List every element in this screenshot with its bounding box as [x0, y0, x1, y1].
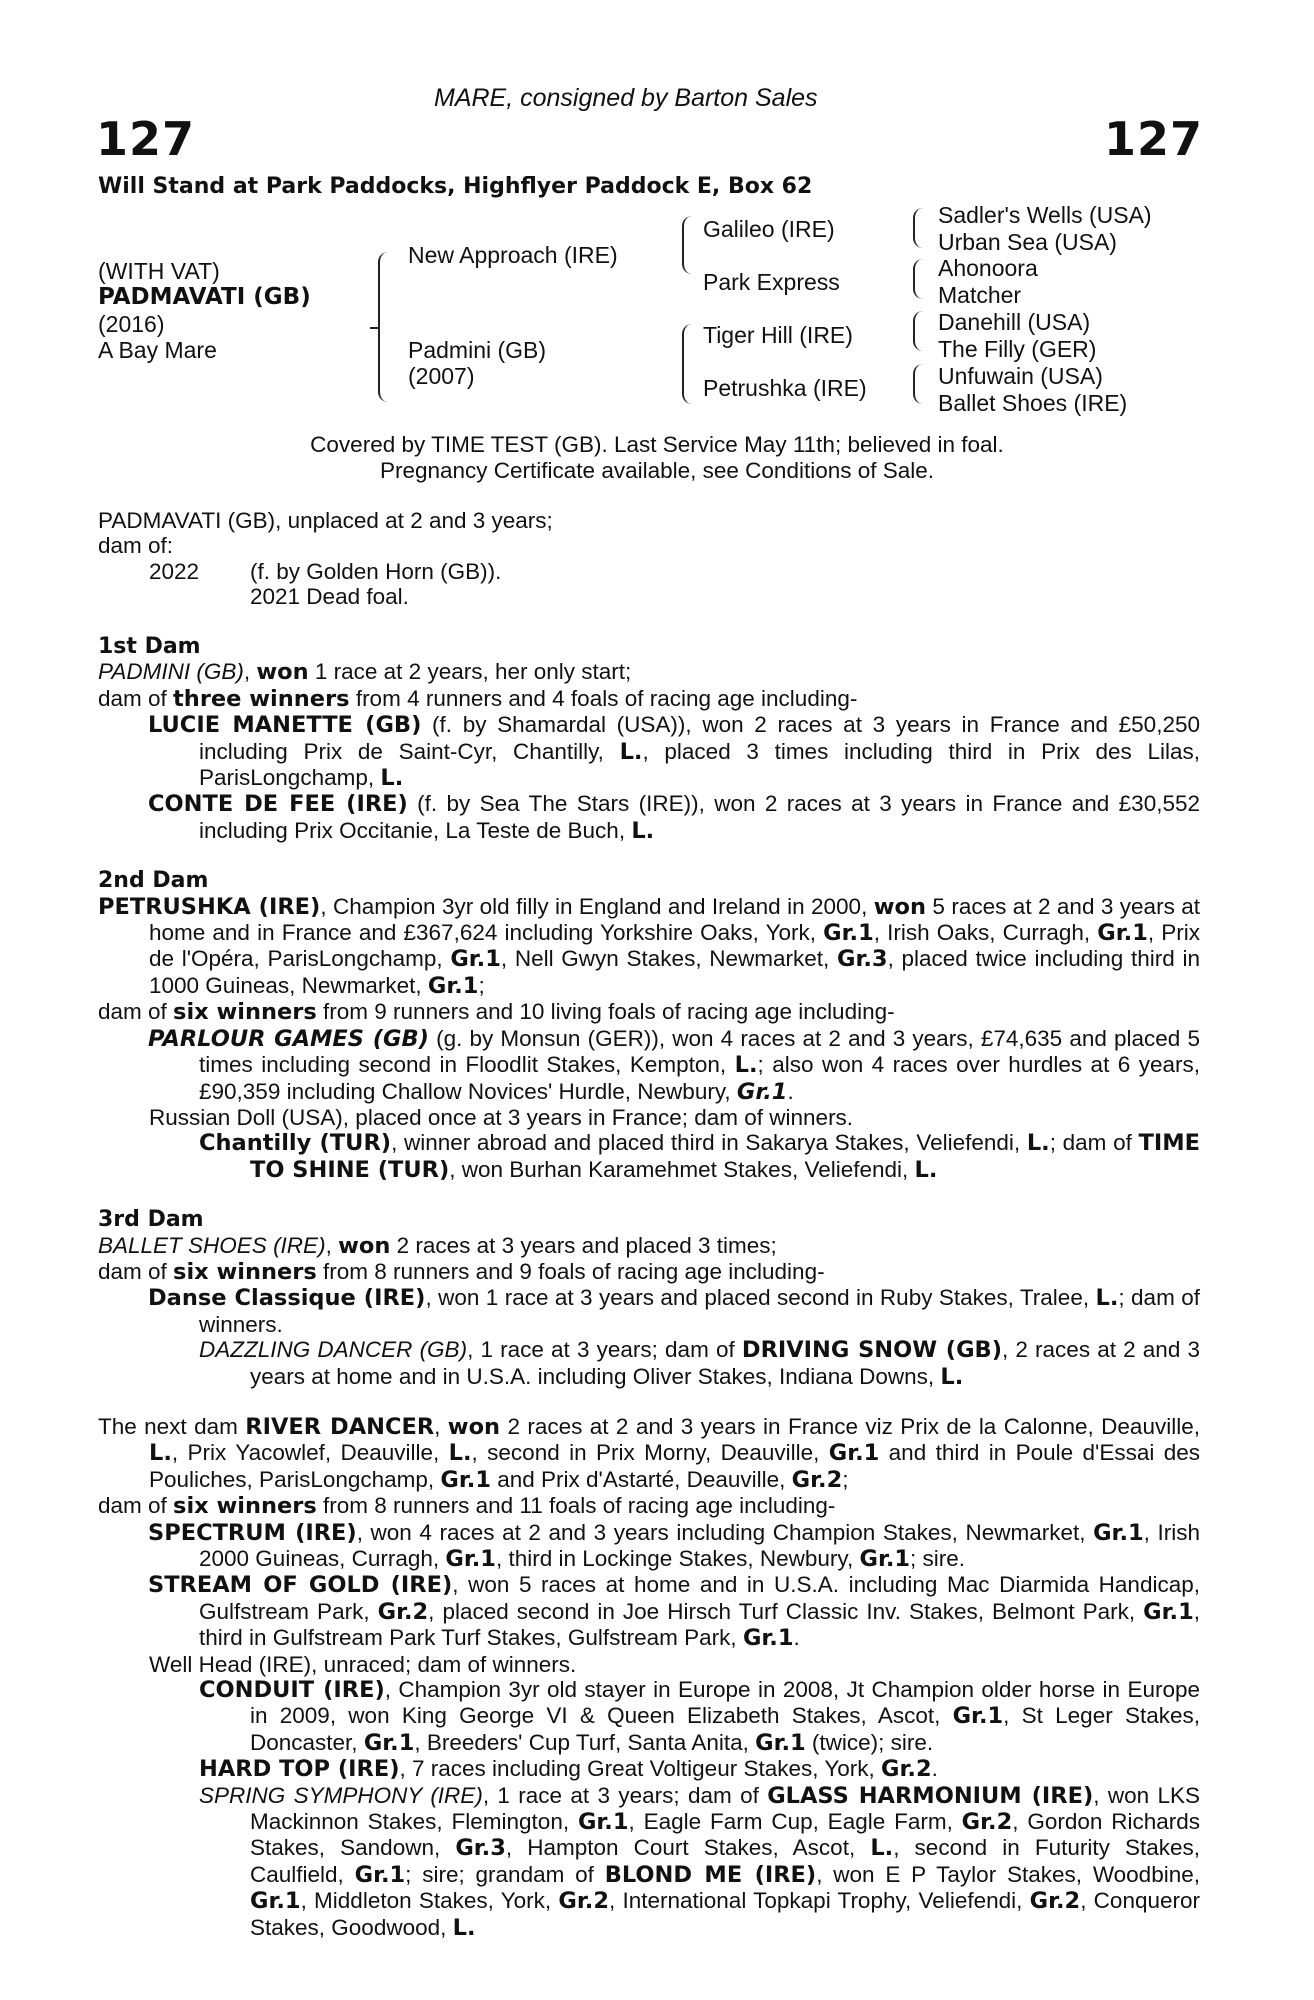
progeny-entry: HARD TOP (IRE), 7 races including Great Voltigeur Stakes, York, Gr.2.: [199, 1756, 938, 1783]
pedigree-brace: [913, 364, 923, 404]
dam-dam-sire: Unfuwain (USA): [938, 363, 1103, 389]
sire-sire: Galileo (IRE): [703, 216, 835, 242]
progeny-entry: Danse Classique (IRE), won 1 race at 3 years and placed second in Ruby Stakes, Tralee, L.; dam of winners.: [148, 1285, 1200, 1337]
pedigree-brace: [913, 259, 923, 299]
sire-dam: Park Express: [703, 269, 840, 295]
pregnancy-line: Pregnancy Certificate available, see Conditions of Sale.: [379, 457, 935, 483]
dam-entry: BALLET SHOES (IRE), won 2 races at 3 years and placed 3 times;: [98, 1232, 777, 1259]
pedigree-brace: [682, 216, 692, 274]
progeny-entry: SPRING SYMPHONY (IRE), 1 race at 3 years; dam of GLASS HARMONIUM (IRE), won LKS Mackinnon Stakes, Flemington, Gr.1, Eagle Farm Cup, Eagle Farm, Gr.2, Gordon Richards Stakes, Sandown, Gr.3, Hampton Court Stakes, Ascot, L., second in Futurity Stakes, Caulfield, Gr.1; sire; grandam of BLOND ME (IRE), won E P Taylor Stakes, Woodbine, Gr.1, Middleton Stakes, York, Gr.2, International Topkapi Trophy, Veliefendi, Gr.2, Conqueror Stakes, Goodwood, L.: [199, 1782, 1200, 1941]
sire: New Approach (IRE): [408, 242, 618, 268]
lot-number-left: 127: [96, 112, 196, 166]
dam-dam: Petrushka (IRE): [703, 375, 867, 401]
dam-of-line: dam of six winners from 8 runners and 9 foals of racing age including-: [98, 1258, 825, 1285]
first-dam-heading: 1st Dam: [98, 634, 201, 659]
pedigree-brace: [913, 311, 923, 351]
progeny-entry: Russian Doll (USA), placed once at 3 years in France; dam of winners.: [149, 1104, 854, 1130]
progeny-entry: DAZZLING DANCER (GB), 1 race at 3 years; dam of DRIVING SNOW (GB), 2 races at 2 and 3 years at home and in U.S.A. including Oliver Stakes, Indiana Downs, L.: [199, 1337, 1200, 1390]
stabling-location: Will Stand at Park Paddocks, Highflyer Paddock E, Box 62: [98, 174, 813, 199]
progeny-entry: CONDUIT (IRE), Champion 3yr old stayer in Europe in 2008, Jt Champion older horse in Europe in 2009, won King George VI & Queen Elizabeth Stakes, Ascot, Gr.1, St Leger Stakes, Doncaster, Gr.1, Breeders' Cup Turf, Santa Anita, Gr.1 (twice); sire.: [199, 1677, 1200, 1756]
produce-entry: (f. by Golden Horn (GB)).: [250, 558, 502, 584]
progeny-entry: STREAM OF GOLD (IRE), won 5 races at home and in U.S.A. including Mac Diarmida Handicap, Gulfstream Park, Gr.2, placed second in Joe Hirsch Turf Classic Inv. Stakes, Belmont Park, Gr.1, third in Gulfstream Park Turf Stakes, Gulfstream Park, Gr.1.: [148, 1572, 1200, 1652]
lot-number-right: 127: [1104, 112, 1204, 166]
dam-sire-sire: Danehill (USA): [938, 309, 1091, 335]
dam-entry: PETRUSHKA (IRE), Champion 3yr old filly in England and Ireland in 2000, won 5 races at 2 and 3 years at home and in France and £367,624 including Yorkshire Oaks, York, Gr.1, Irish Oaks, Curragh, Gr.1, Prix de l'Opéra, ParisLongchamp, Gr.1, Nell Gwyn Stakes, Newmarket, Gr.3, placed twice including third in 1000 Guineas, Newmarket, Gr.1;: [98, 893, 1200, 999]
produce-dam-of: dam of:: [98, 533, 174, 559]
dam-of-line: dam of six winners from 9 runners and 10 living foals of racing age including-: [98, 999, 895, 1026]
progeny-entry: Well Head (IRE), unraced; dam of winners.: [149, 1651, 577, 1677]
vat-note: (WITH VAT): [98, 258, 220, 284]
sire-dam-sire: Ahonoora: [938, 255, 1038, 281]
sire-dam-dam: Matcher: [938, 282, 1022, 308]
horse-name: PADMAVATI (GB): [98, 284, 311, 310]
pedigree-brace-tick: [370, 327, 378, 329]
third-dam-heading: 3rd Dam: [98, 1207, 204, 1233]
dam-of-line: dam of six winners from 8 runners and 11 foals of racing age including-: [98, 1493, 836, 1520]
horse-year: (2016): [98, 311, 165, 337]
progeny-entry: Chantilly (TUR), winner abroad and placed third in Sakarya Stakes, Veliefendi, L.; dam of TIME TO SHINE (TUR), won Burhan Karamehmet Stakes, Veliefendi, L.: [199, 1130, 1200, 1183]
dam-entry: The next dam RIVER DANCER, won 2 races at 2 and 3 years in France viz Prix de la Calonne, Deauville, L., Prix Yacowlef, Deauville, L., second in Prix Morny, Deauville, Gr.1 and third in Poule d'Essai des Pouliches, ParisLongchamp, Gr.1 and Prix d'Astarté, Deauville, Gr.2;: [98, 1413, 1200, 1493]
dam-of-line: dam of three winners from 4 runners and 4 foals of racing age including-: [98, 685, 858, 712]
produce-record: [98, 508, 553, 609]
progeny-entry: CONTE DE FEE (IRE) (f. by Sea The Stars (IRE)), won 2 races at 3 years in France and £30,552 including Prix Occitanie, La Teste de Buch, L.: [148, 791, 1200, 844]
progeny-entry: LUCIE MANETTE (GB) (f. by Shamardal (USA)), won 2 races at 3 years in France and £50,250 including Prix de Saint-Cyr, Chantilly, L., placed 3 times including third in Prix des Lilas, ParisLongchamp, L.: [148, 712, 1200, 792]
progeny-entry: SPECTRUM (IRE), won 4 races at 2 and 3 years including Champion Stakes, Newmarket, Gr.1, Irish 2000 Guineas, Curragh, Gr.1, third in Lockinge Stakes, Newbury, Gr.1; sire.: [148, 1519, 1200, 1572]
produce-entry: 2021 Dead foal.: [250, 583, 409, 609]
dam-sire-dam: The Filly (GER): [938, 336, 1097, 362]
progeny-entry: PARLOUR GAMES (GB) (g. by Monsun (GER)), won 4 races at 2 and 3 years, £74,635 and placed 5 times including second in Floodlit Stakes, Kempton, L.; also won 4 races over hurdles at 6 years, £90,359 including Challow Novices' Hurdle, Newbury, Gr.1.: [148, 1025, 1200, 1105]
covered-line: Covered by TIME TEST (GB). Last Service May 11th; believed in foal.: [310, 432, 1004, 457]
horse-description: A Bay Mare: [98, 337, 217, 363]
dam-year: (2007): [408, 363, 475, 389]
dam-dam-dam: Ballet Shoes (IRE): [938, 390, 1128, 416]
second-dam-heading: 2nd Dam: [98, 868, 209, 894]
pedigree-brace: [682, 324, 692, 404]
family-text: [98, 634, 1200, 1941]
dam-sire: Tiger Hill (IRE): [703, 322, 853, 348]
produce-intro: PADMAVATI (GB), unplaced at 2 and 3 years;: [98, 508, 553, 533]
sire-sire-sire: Sadler's Wells (USA): [938, 202, 1152, 228]
pedigree-brace: [378, 252, 390, 402]
produce-year: 2022: [149, 558, 200, 584]
consignment-title: MARE, consigned by Barton Sales: [434, 84, 818, 112]
covered-note: [0, 432, 1314, 483]
pedigree-brace: [913, 208, 923, 248]
sire-sire-dam: Urban Sea (USA): [938, 229, 1117, 255]
dam: Padmini (GB): [408, 337, 547, 363]
dam-entry: PADMINI (GB), won 1 race at 2 years, her only start;: [98, 659, 632, 686]
